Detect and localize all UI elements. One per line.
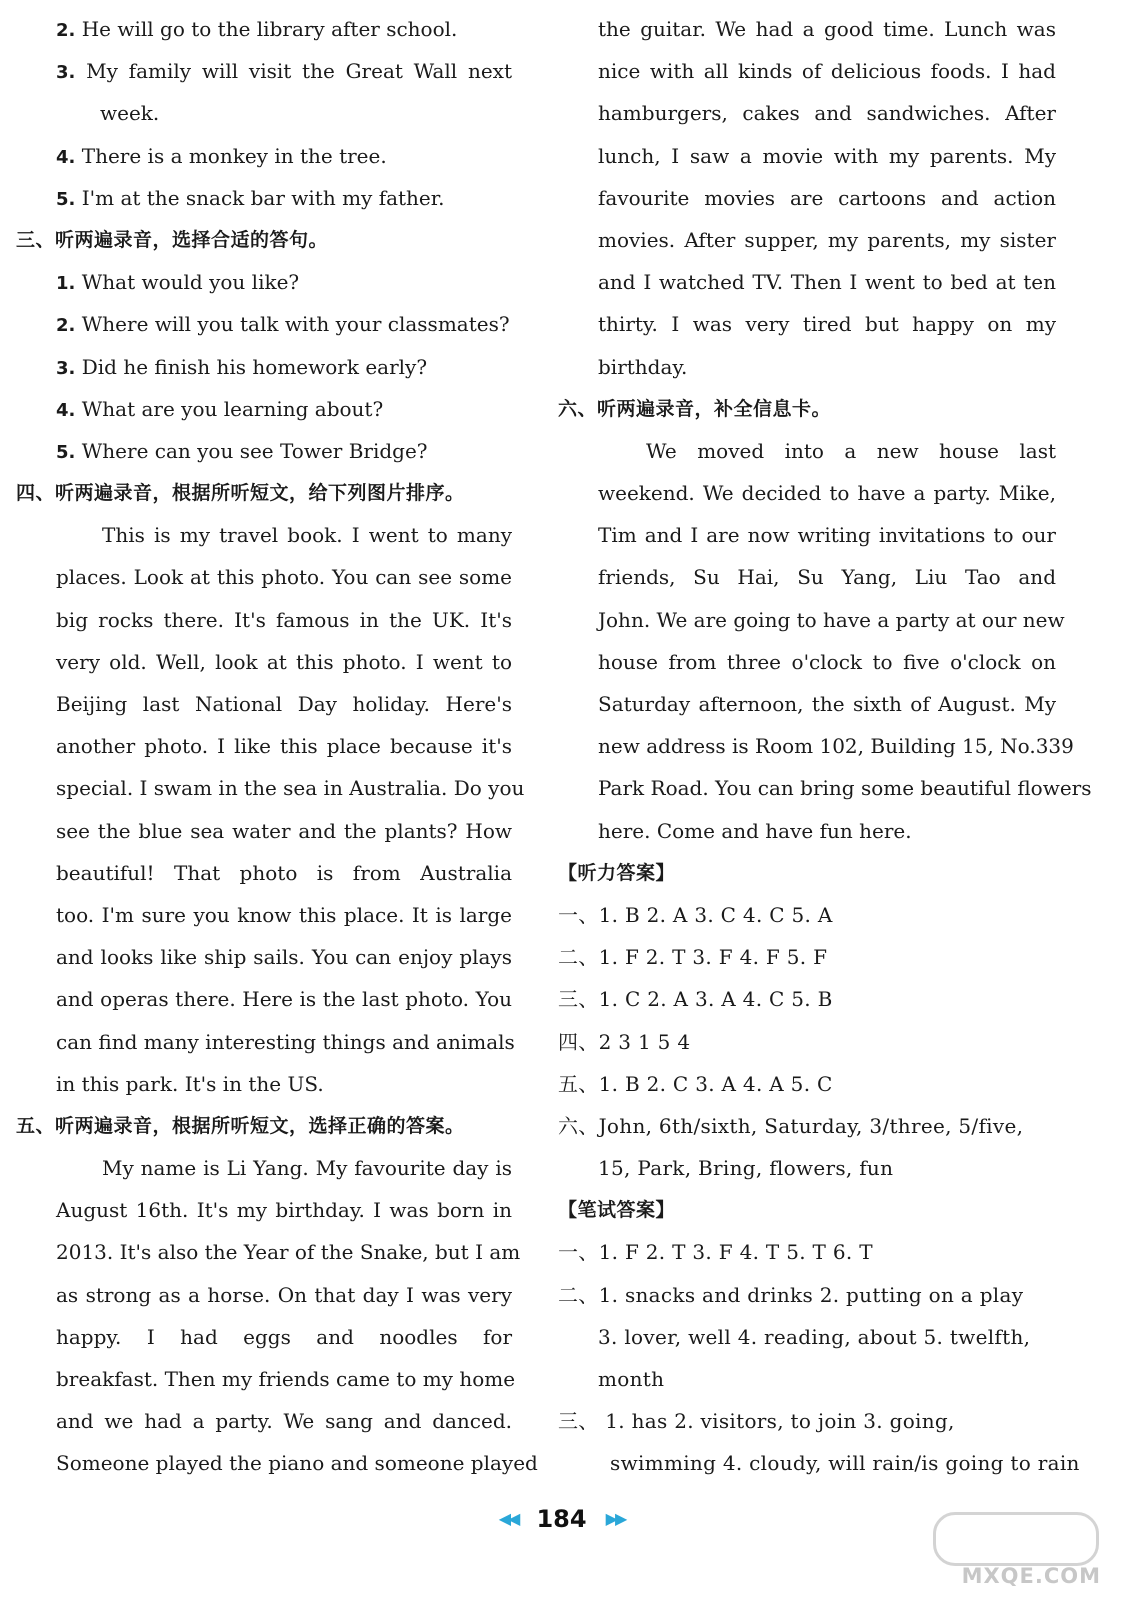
left-column <box>16 8 538 1485</box>
passage-line: This is my travel book. I went to many <box>102 523 512 548</box>
written-answer-2: 二、1. snacks and drinks 2. putting on a play <box>558 1282 1024 1307</box>
passage-line: special. I swam in the sea in Australia. Do you <box>56 776 525 801</box>
passage-line: and we had a party. We sang and danced. <box>56 1409 512 1434</box>
s3-item-3: 3. Did he finish his homework early? <box>56 354 428 379</box>
listening-answer-3: 三、1. C 2. A 3. A 4. C 5. B <box>558 987 833 1012</box>
section-4-passage <box>16 514 525 1105</box>
passage-line: lunch, I saw a movie with my parents. My <box>598 143 1056 168</box>
s3-item-4: 4. What are you learning about? <box>56 396 384 421</box>
section-5-passage <box>16 1147 538 1485</box>
passage-line: My name is Li Yang. My favourite day is <box>102 1156 512 1181</box>
written-answer-3-cont: swimming 4. cloudy, will rain/is going to rain <box>610 1451 1080 1476</box>
passage-line: very old. Well, look at this photo. I went to <box>56 649 512 674</box>
listening-answers-heading: 【听力答案】 <box>558 861 676 884</box>
s3-item-5: 5. Where can you see Tower Bridge? <box>56 438 428 463</box>
passage-line: and looks like ship sails. You can enjoy plays <box>56 945 512 970</box>
passage-line: big rocks there. It's famous in the UK. It's <box>56 607 512 632</box>
s3-item-1: 1. What would you like? <box>56 270 300 295</box>
passage-line: house from three o'clock to five o'clock on <box>598 649 1056 674</box>
passage-line: new address is Room 102, Building 15, No.339 <box>598 734 1074 759</box>
section-6-heading: 六、听两遍录音，补全信息卡。 <box>558 397 832 420</box>
passage-line: here. Come and have fun here. <box>598 818 912 843</box>
passage-line: favourite movies are cartoons and action <box>598 185 1056 210</box>
passage-line: places. Look at this photo. You can see some <box>56 565 512 590</box>
passage-line: friends, Su Hai, Su Yang, Liu Tao and <box>598 565 1056 590</box>
listening-answer-1: 一、1. B 2. A 3. C 4. C 5. A <box>558 902 833 927</box>
listening-answer-2: 二、1. F 2. T 3. F 4. F 5. F <box>558 945 828 970</box>
passage-line: as strong as a horse. On that day I was very <box>56 1282 512 1307</box>
passage-line: and I watched TV. Then I went to bed at ten <box>598 270 1056 295</box>
section-6-passage <box>558 430 1092 852</box>
passage-line: see the blue sea water and the plants? How <box>56 818 512 843</box>
written-answer-3: 三、 1. has 2. visitors, to join 3. going, <box>558 1409 955 1434</box>
passage-line: Beijing last National Day holiday. Here's <box>56 692 512 716</box>
passage-line: movies. After supper, my parents, my sister <box>598 227 1056 252</box>
watermark-text: MXQE.COM <box>961 1564 1101 1588</box>
passage-line: in this park. It's in the US. <box>56 1071 324 1096</box>
passage-line: another photo. I like this place because it's <box>56 734 512 759</box>
section-5-heading: 五、听两遍录音，根据所听短文，选择正确的答案。 <box>16 1114 465 1137</box>
passage-line: John. We are going to have a party at our new <box>598 607 1065 632</box>
arrow-right-icon: ▶▶ <box>605 1509 625 1528</box>
passage-line: breakfast. Then my friends came to my home <box>56 1367 516 1391</box>
passage-line: happy. I had eggs and noodles for <box>56 1324 512 1349</box>
listening-answer-5: 五、1. B 2. C 3. A 4. A 5. C <box>558 1071 833 1096</box>
passage-line: Saturday afternoon, the sixth of August. My <box>598 692 1056 716</box>
item-3: 3. My family will visit the Great Wall next <box>56 59 512 84</box>
passage-line: Park Road. You can bring some beautiful flowers <box>598 776 1092 801</box>
passage-line: can find many interesting things and animals <box>56 1029 515 1054</box>
watermark-logo <box>933 1510 1103 1588</box>
passage-line: beautiful! That photo is from Australia <box>56 860 512 885</box>
passage-line: Tim and I are now writing invitations to our <box>598 523 1056 548</box>
passage-line: thirty. I was very tired but happy on my <box>598 312 1056 337</box>
listening-answer-6-cont: 15, Park, Bring, flowers, fun <box>598 1156 894 1181</box>
arrow-left-icon: ◀◀ <box>498 1509 518 1528</box>
passage-line: and operas there. Here is the last photo. You <box>56 987 512 1012</box>
section-4-heading: 四、听两遍录音，根据所听短文，给下列图片排序。 <box>16 482 465 505</box>
passage-line: the guitar. We had a good time. Lunch was <box>598 17 1056 41</box>
passage-line: too. I'm sure you know this place. It is large <box>56 902 512 927</box>
section-5-passage-cont <box>558 8 1056 388</box>
passage-line: Someone played the piano and someone played <box>56 1451 538 1476</box>
item-2: 2. He will go to the library after school. <box>56 17 458 41</box>
passage-line: weekend. We decided to have a party. Mike, <box>598 481 1056 506</box>
written-answer-2-cont: month <box>598 1367 665 1391</box>
section-3-heading: 三、听两遍录音，选择合适的答句。 <box>16 228 329 251</box>
page-number: 184 <box>536 1505 587 1533</box>
item-5: 5. I'm at the snack bar with my father. <box>56 185 445 210</box>
written-answer-2-cont: 3. lover, well 4. reading, about 5. twelfth, <box>598 1324 1031 1349</box>
listening-answer-6: 六、John, 6th/sixth, Saturday, 3/three, 5/five, <box>558 1113 1024 1138</box>
listening-answer-4: 四、2 3 1 5 4 <box>558 1029 691 1054</box>
passage-line: 2013. It's also the Year of the Snake, but I am <box>56 1240 521 1265</box>
passage-line: August 16th. It's my birthday. I was born in <box>56 1198 512 1223</box>
passage-line: nice with all kinds of delicious foods. I had <box>598 59 1056 84</box>
passage-line: hamburgers, cakes and sandwiches. After <box>598 101 1056 126</box>
written-answer-1: 一、1. F 2. T 3. F 4. T 5. T 6. T <box>558 1240 873 1265</box>
item-4: 4. There is a monkey in the tree. <box>56 143 387 168</box>
right-column <box>558 8 1092 1485</box>
written-answers-heading: 【笔试答案】 <box>558 1199 676 1222</box>
passage-line: We moved into a new house last <box>646 438 1056 463</box>
s3-item-2: 2. Where will you talk with your classmates? <box>56 312 510 337</box>
passage-line: birthday. <box>598 354 688 379</box>
watermark-icon <box>933 1512 1099 1566</box>
item-3-cont: week. <box>100 101 160 126</box>
